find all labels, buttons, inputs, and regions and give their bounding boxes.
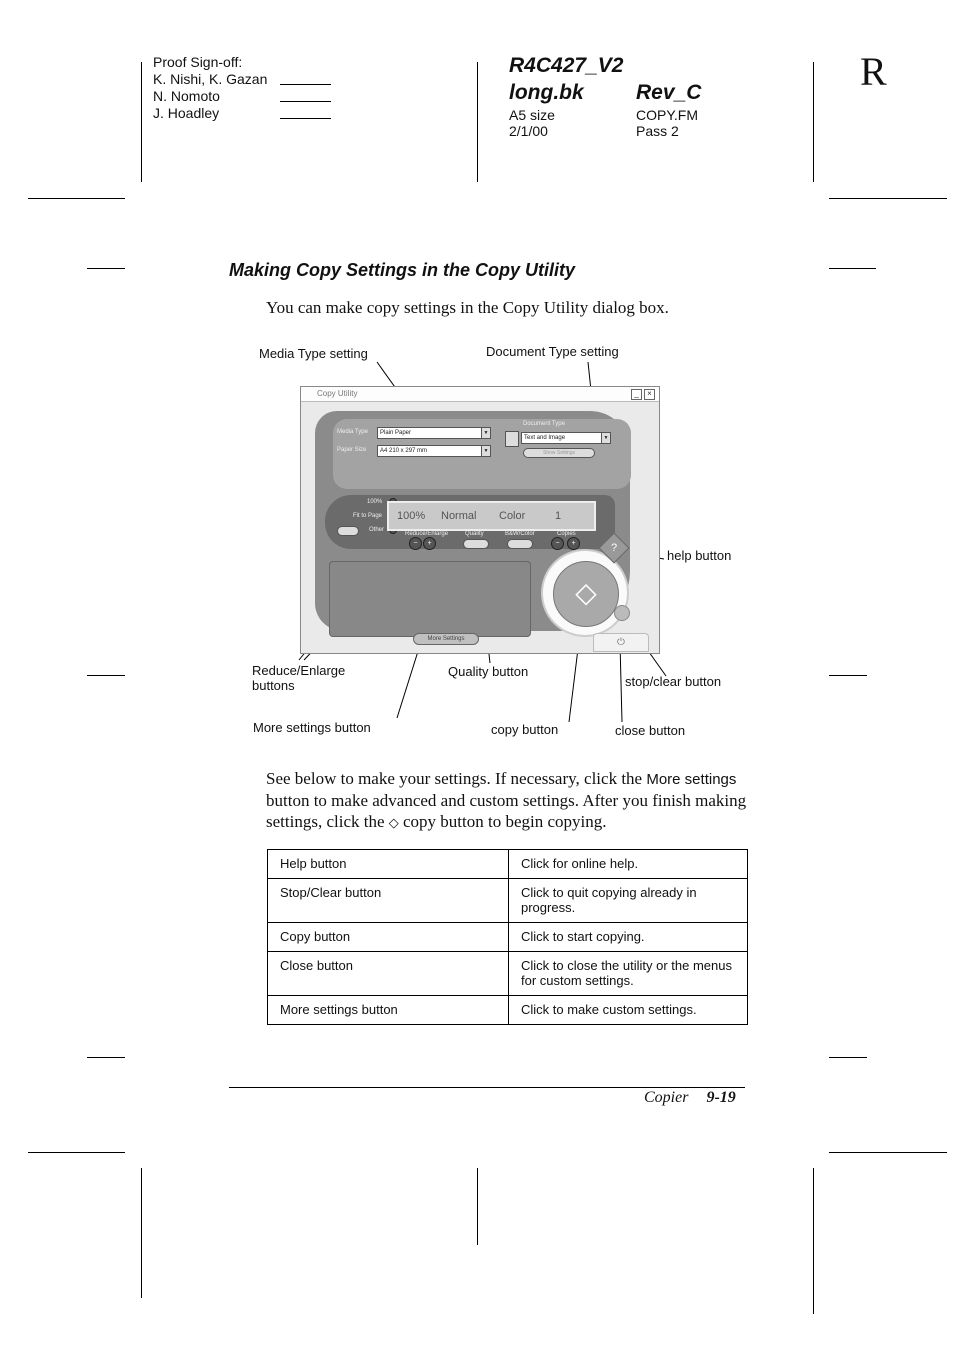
lcd-copies: 1 [555, 510, 562, 522]
table-cell-name: Close button [268, 952, 509, 996]
callout-media-type: Media Type setting [259, 346, 368, 361]
table-row [268, 879, 748, 923]
page-footer [644, 1089, 736, 1107]
leader-close [620, 643, 622, 722]
table-cell-desc: Click to start copying. [509, 923, 748, 952]
document-type-value: Text and Image [524, 435, 566, 441]
copies-down-button[interactable]: − [551, 537, 564, 550]
chevron-down-icon: ▼ [481, 428, 490, 438]
crop-mark [477, 1168, 478, 1245]
option-other-label: Other [369, 527, 385, 533]
copies-up-button[interactable]: + [567, 537, 580, 550]
document-type-icon [505, 431, 519, 447]
section-heading: Making Copy Settings in the Copy Utility [229, 260, 576, 280]
copies-label: Copies [557, 531, 576, 537]
crop-mark [87, 1057, 125, 1058]
crop-mark [829, 1152, 947, 1153]
minimize-button[interactable]: _ [631, 389, 642, 400]
table-cell-name: Help button [268, 850, 509, 879]
copy-icon: ◇ [388, 816, 399, 831]
help-icon: ? [610, 542, 618, 554]
chevron-down-icon: ▼ [481, 446, 490, 456]
table-row [268, 996, 748, 1025]
table-cell-desc: Click for online help. [509, 850, 748, 879]
callout-reduce-enlarge [252, 663, 345, 693]
lcd-quality: Normal [441, 510, 477, 522]
callout-quality: Quality button [448, 664, 529, 679]
show-settings-label: Show Settings [543, 450, 575, 456]
quality-button[interactable] [463, 539, 489, 549]
callout-copy: copy button [491, 722, 559, 737]
callout-document-type: Document Type setting [486, 344, 619, 359]
close-button[interactable] [593, 633, 649, 652]
meta-pass: Pass 2 [636, 123, 679, 139]
reduce-enlarge-label: Reduce/Enlarge [405, 531, 449, 537]
crop-mark [141, 1168, 142, 1298]
callout-reduce-line1: Reduce/Enlarge [252, 663, 346, 678]
proof-line: K. Nishi, K. Gazan [153, 71, 268, 87]
status-display [387, 501, 596, 531]
power-icon: ⏻ [617, 637, 625, 648]
table-cell-name: Copy button [268, 923, 509, 952]
inline-more-settings: More settings [646, 771, 737, 788]
copy-button-ring [541, 549, 629, 637]
button-table [267, 849, 748, 1025]
copy-button[interactable] [553, 561, 619, 627]
chevron-down-icon: ▼ [601, 433, 610, 443]
option-fit-label: Fit to Page [353, 513, 383, 519]
footer-section: Copier [644, 1089, 689, 1106]
stop-clear-button[interactable] [614, 605, 630, 621]
more-settings-button[interactable] [413, 633, 479, 645]
table-row [268, 923, 748, 952]
page-number: 9-19 [706, 1089, 736, 1106]
window-titlebar [301, 387, 659, 402]
crop-mark [829, 1057, 867, 1058]
media-type-value: Plain Paper [380, 430, 412, 436]
table-cell-desc: Click to close the utility or the menus for custom settings. [509, 952, 748, 996]
media-type-select[interactable] [377, 427, 491, 439]
bw-color-button[interactable] [507, 539, 533, 549]
table-row [268, 850, 748, 879]
media-type-label: Media Type [337, 429, 368, 435]
crop-mark [28, 1152, 125, 1153]
lcd-zoom: 100% [397, 510, 426, 522]
copy-icon: ◇ [575, 577, 597, 608]
revision: Rev_C [636, 81, 702, 104]
footer-rule [229, 1087, 745, 1088]
paper-size-label: Paper Size [337, 447, 367, 453]
callout-more-settings: More settings button [253, 720, 371, 735]
corner-letter: R [860, 49, 887, 94]
document-code: R4C427_V2 [509, 54, 624, 77]
copy-controls [325, 495, 615, 549]
para-text-3: copy button to begin copying. [403, 812, 607, 831]
proof-line: J. Hoadley [153, 105, 220, 121]
callout-help: help button [667, 548, 732, 563]
window-close-button[interactable]: × [644, 389, 655, 400]
document-type-label: Document Type [523, 421, 565, 427]
meta-date: 2/1/00 [509, 123, 548, 139]
enlarge-button[interactable]: + [423, 537, 436, 550]
table-cell-name: More settings button [268, 996, 509, 1025]
copy-utility-window [300, 386, 660, 654]
para-text-2: button to make advanced and custom settings. After you finish making settings, click the [266, 791, 747, 831]
option-100-label: 100% [367, 499, 383, 505]
lcd-color: Color [499, 510, 526, 522]
settings-area [333, 419, 631, 489]
proof-line: Proof Sign-off: [153, 54, 243, 70]
preset-button[interactable] [337, 526, 359, 536]
para-text-1: See below to make your settings. If necessary, click the [266, 769, 643, 788]
table-row [268, 952, 748, 996]
table-cell-desc: Click to make custom settings. [509, 996, 748, 1025]
bw-color-label: B&W/Color [505, 531, 535, 537]
callout-reduce-line2: buttons [252, 678, 295, 693]
table-cell-name: Stop/Clear button [268, 879, 509, 923]
show-settings-button[interactable] [523, 448, 595, 458]
meta-file: COPY.FM [636, 107, 698, 123]
preview-area [329, 561, 531, 637]
proof-line: N. Nomoto [153, 88, 220, 104]
paper-size-value: A4 210 x 297 mm [380, 448, 428, 454]
book-name: long.bk [509, 81, 584, 104]
window-title: Copy Utility [317, 389, 358, 398]
callout-stop-clear: stop/clear button [625, 674, 722, 689]
paper-size-select[interactable] [377, 445, 491, 457]
callout-close: close button [615, 723, 686, 738]
meta-size: A5 size [509, 107, 555, 123]
crop-mark [813, 1168, 814, 1314]
more-settings-label: More Settings [427, 636, 465, 642]
document-type-select[interactable] [521, 432, 611, 444]
quality-label: Quality [465, 531, 484, 537]
intro-text: You can make copy settings in the Copy Utility dialog box. [266, 298, 669, 317]
table-cell-desc: Click to quit copying already in progress. [509, 879, 748, 923]
reduce-button[interactable]: − [409, 537, 422, 550]
instructions-paragraph [266, 768, 751, 834]
